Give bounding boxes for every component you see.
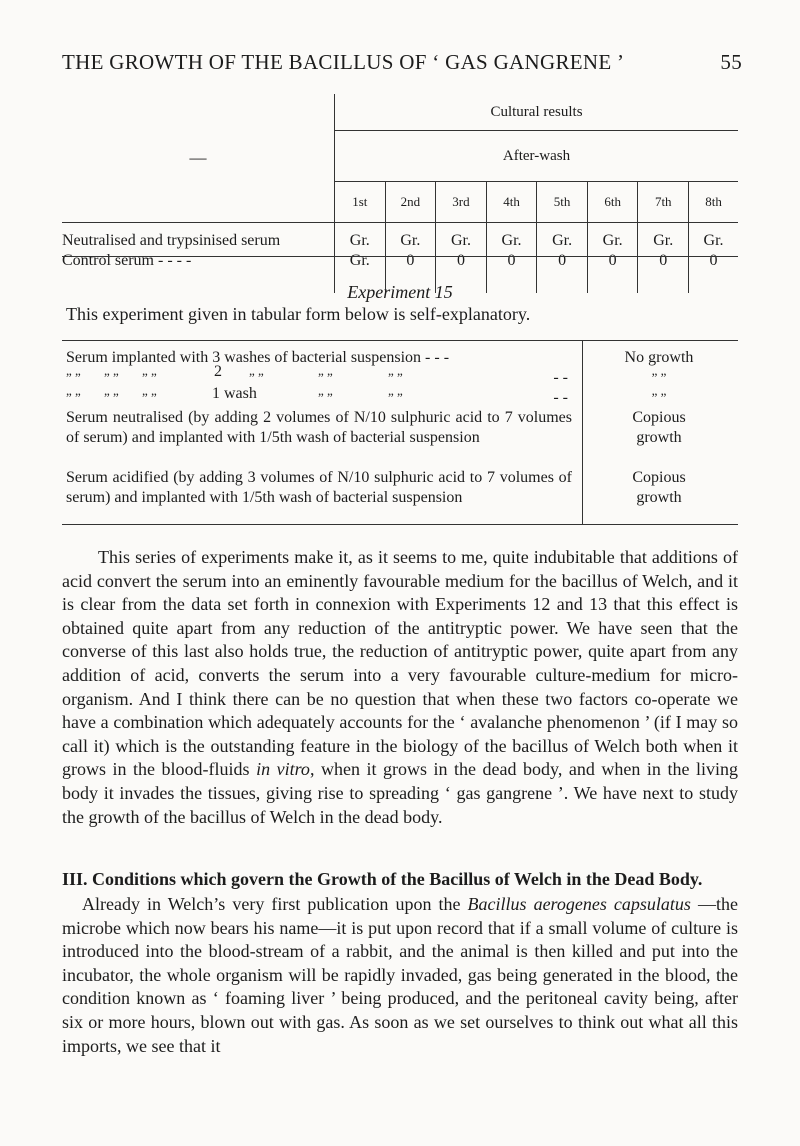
- table-bottom-rule: [62, 256, 738, 257]
- column-header: 4th: [486, 182, 537, 223]
- column-header: 1st: [335, 182, 386, 223]
- table-cell: 0: [507, 252, 516, 269]
- body-paragraph: [62, 893, 738, 1058]
- table-cell: Gr.: [703, 232, 724, 249]
- paragraph-text: , when it grows in the dead body, and when in the living body it invades the tissues, giving rise to spreading ‘ gas gangrene ’. We have next to study the growth of the bacillus of Welch in the dead body.: [62, 759, 738, 827]
- leader-dashes: - -: [553, 389, 568, 406]
- table-column-divider: [582, 341, 583, 524]
- ditto-mark: ” ”: [388, 390, 403, 405]
- column-header: 2nd: [385, 182, 436, 223]
- condition-text: Serum implanted with 3 washes of bacterial suspension - - -: [66, 349, 450, 366]
- experiment-table-results: [584, 348, 734, 528]
- ditto-mark: ” ”: [104, 370, 119, 385]
- result-cell: ” ”: [651, 390, 667, 405]
- column-header: 8th: [689, 182, 738, 223]
- table-cell: 0: [608, 252, 617, 269]
- row-label: Neutralised and trypsinised serum: [62, 232, 281, 249]
- page-number: 55: [720, 50, 742, 74]
- table-row: [66, 468, 572, 528]
- sub-header: After-wash: [335, 131, 739, 182]
- wash-count: 2: [214, 363, 222, 380]
- table-row: [66, 363, 572, 388]
- condition-text: Serum acidified (by adding 3 volumes of N/10 sulphuric acid to 7 volumes of serum) and implanted with 1/5th wash of bacterial suspension: [66, 469, 572, 506]
- table-cell: Gr.: [400, 232, 421, 249]
- result-cell: ” ”: [651, 370, 667, 385]
- table-cell: Gr.: [349, 232, 370, 249]
- table-row: [66, 408, 572, 468]
- column-header: 3rd: [436, 182, 487, 223]
- table-row: [66, 348, 572, 368]
- paragraph-text: This series of experiments make it, as it seems to me, quite indubitable that additions of acid convert the serum into an eminently favourable medium for the bacillus of Welch, and it is clear from the data set forth in connexion with Experiments 12 and 13 that this effect is obtained quite apart from any reduction of the antitryptic power. We have seen that the converse of this last also holds true, the reduction of antitryptic power, quite apart from any addition of acid, converts the serum into a very favourable culture-medium for micro-organism. And I think there can be no question that when these two factors co-operate we have a combination which adequately accounts for the ‘ avalanche phenomenon ’ (if I may so call it) which is the outstanding feature in the biology of the bacillus of Welch both when it grows in the blood-fluids: [62, 547, 738, 780]
- table-cell: Gr.: [501, 232, 522, 249]
- result-cell: No growth: [624, 349, 694, 366]
- table-cell: Gr.: [653, 232, 674, 249]
- table-cell: 0: [709, 252, 718, 269]
- ditto-mark: ” ”: [249, 370, 264, 385]
- table-cell: 0: [558, 252, 567, 269]
- experiment-intro: This experiment given in tabular form below is self-explanatory.: [66, 304, 531, 324]
- body-paragraph: [62, 546, 738, 829]
- running-title: THE GROWTH OF THE BACILLUS OF ‘ GAS GANGRENE ’: [62, 50, 625, 74]
- table-cell: Gr.: [602, 232, 623, 249]
- ditto-mark: ” ”: [66, 370, 81, 385]
- paragraph-text: Already in Welch’s very first publication upon the: [82, 894, 468, 914]
- table-cell: 0: [659, 252, 668, 269]
- ditto-mark: ” ”: [104, 390, 119, 405]
- ditto-mark: ” ”: [388, 370, 403, 385]
- table-cell: Gr.: [552, 232, 573, 249]
- experiment-table-conditions: [66, 348, 572, 528]
- ditto-mark: ” ”: [142, 370, 157, 385]
- italic-term: in vitro: [256, 759, 310, 780]
- column-header: 6th: [587, 182, 638, 223]
- table-cell: Gr.: [349, 252, 370, 269]
- ditto-mark: ” ”: [318, 370, 333, 385]
- section-heading: III. Conditions which govern the Growth of the Bacillus of Welch in the Dead Body.: [62, 869, 703, 889]
- table-cell: 0: [456, 252, 465, 269]
- wash-label: 1 wash: [212, 385, 257, 402]
- table-cell: Gr.: [450, 232, 471, 249]
- column-header: 5th: [537, 182, 588, 223]
- table-top-rule: [62, 340, 738, 341]
- italic-term: Bacillus aerogenes capsulatus: [467, 894, 691, 914]
- leader-dashes: - -: [553, 369, 568, 386]
- cultural-results-table: [62, 94, 738, 293]
- table-row: [66, 385, 572, 408]
- result-cell: Copious growth: [632, 409, 686, 446]
- ditto-mark: ” ”: [318, 390, 333, 405]
- paragraph-text: —the microbe which now bears his name—it is put upon record that if a small volume of culture is introduced into the blood-stream of a rabbit, and the animal is then killed and put into the incubator, the whole organism will be rapidly invaded, gas being generated in the blood, the condition known as ‘ foaming liver ’ being produced, and the peritoneal cavity being, after six or more hours, blown out with gas. As soon as we set ourselves to think out what all this imports, we see that it: [62, 894, 738, 1056]
- ditto-mark: ” ”: [66, 390, 81, 405]
- result-cell: Copious growth: [632, 469, 686, 506]
- condition-text: Serum neutralised (by adding 2 volumes of N/10 sulphuric acid to 7 volumes of serum) and implanted with 1/5th wash of bacterial suspension: [66, 409, 572, 446]
- experiment-title: Experiment 15: [347, 282, 453, 302]
- ditto-mark: ” ”: [142, 390, 157, 405]
- table-cell: 0: [406, 252, 415, 269]
- row-label: Control serum - - - -: [62, 252, 192, 269]
- group-header: Cultural results: [335, 94, 739, 131]
- table-corner: —: [62, 94, 335, 223]
- column-header: 7th: [638, 182, 689, 223]
